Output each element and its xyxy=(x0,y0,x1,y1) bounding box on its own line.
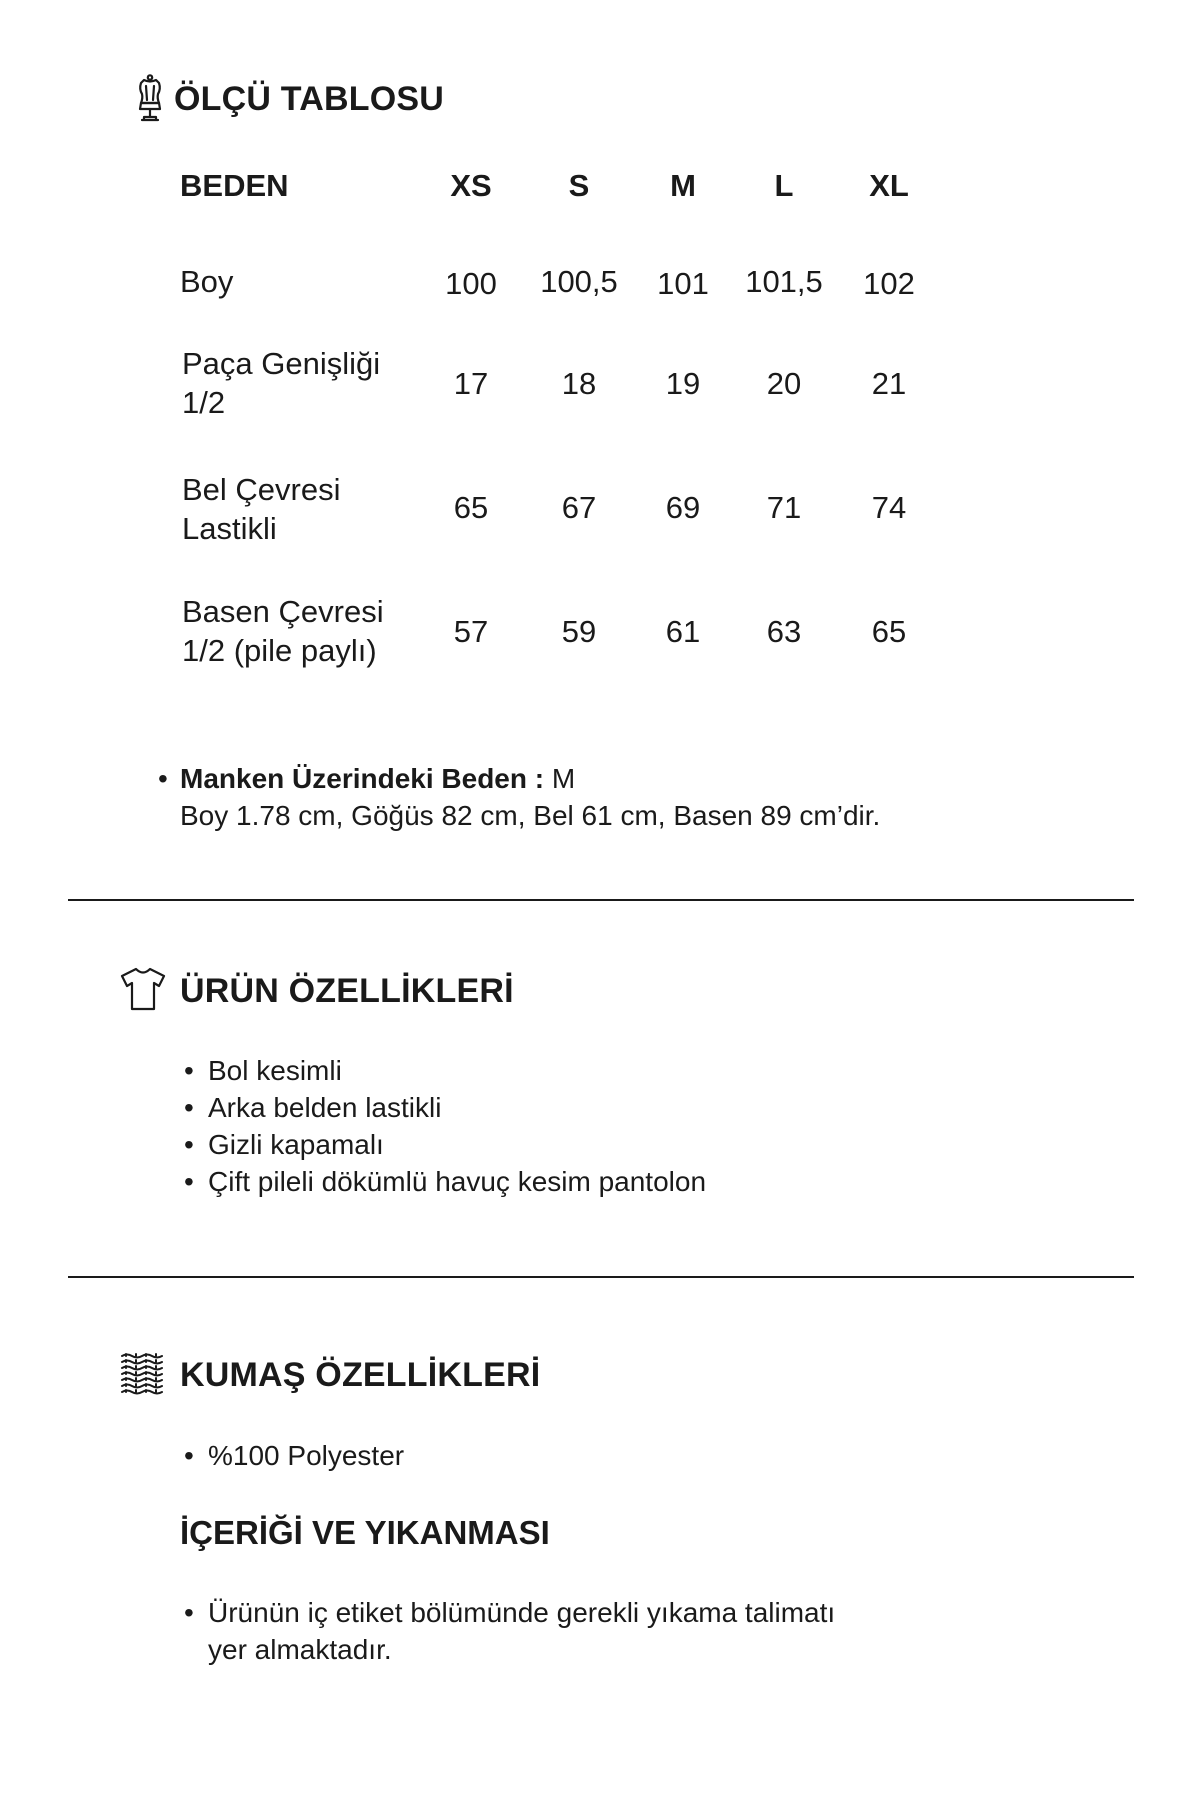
table-cell: 74 xyxy=(871,490,907,525)
table-cell: 102 xyxy=(863,266,915,301)
table-cell: 19 xyxy=(665,366,701,401)
list-item: • Çift pileli dökümlü havuç kesim pantolon xyxy=(184,1163,706,1200)
care-list xyxy=(184,1594,848,1668)
row-label-boy: Boy xyxy=(180,264,234,299)
table-cell: 101,5 xyxy=(745,264,823,299)
table-cell: 21 xyxy=(871,366,907,401)
list-item: • Ürünün iç etiket bölümünde gerekli yıkama talimatı yer almaktadır. xyxy=(184,1594,848,1668)
row-label-bel-cevresi: Bel Çevresi Lastikli xyxy=(182,472,341,546)
table-cell: 100,5 xyxy=(540,264,618,299)
list-item: • Bol kesimli xyxy=(184,1052,706,1089)
fabric-texture-icon xyxy=(120,1352,164,1396)
tshirt-icon xyxy=(120,966,166,1012)
table-cell: 65 xyxy=(453,490,489,525)
col-head-xl: XL xyxy=(869,168,909,203)
row-label-basen-cevresi: Basen Çevresi 1/2 (pile paylı) xyxy=(182,594,384,668)
table-cell: 18 xyxy=(561,366,597,401)
list-item: • Arka belden lastikli xyxy=(184,1089,706,1126)
table-cell: 65 xyxy=(871,614,907,649)
model-note xyxy=(158,760,575,797)
table-cell: 63 xyxy=(766,614,802,649)
table-cell: 20 xyxy=(766,366,802,401)
fabric-features-list xyxy=(184,1437,404,1474)
product-features-title: ÜRÜN ÖZELLİKLERİ xyxy=(180,972,514,1010)
table-cell: 101 xyxy=(657,266,709,301)
size-table-title: ÖLÇÜ TABLOSU xyxy=(174,80,444,118)
model-note-label: Manken Üzerindeki Beden : xyxy=(180,763,545,794)
table-cell: 71 xyxy=(766,490,802,525)
dress-form-icon xyxy=(132,74,168,124)
table-cell: 100 xyxy=(445,266,497,301)
product-features-list xyxy=(184,1052,706,1200)
model-measurements: Boy 1.78 cm, Göğüs 82 cm, Bel 61 cm, Basen 89 cm’dir. xyxy=(180,800,881,831)
fabric-features-title: KUMAŞ ÖZELLİKLERİ xyxy=(180,1356,541,1394)
list-item: • Gizli kapamalı xyxy=(184,1126,706,1163)
care-title: İÇERİĞİ VE YIKANMASI xyxy=(180,1514,550,1551)
table-cell: 17 xyxy=(453,366,489,401)
col-head-beden: BEDEN xyxy=(180,168,289,203)
col-head-xs: XS xyxy=(450,168,492,203)
list-item: • %100 Polyester xyxy=(184,1437,404,1474)
row-label-paca-genisligi: Paça Genişliği 1/2 xyxy=(182,346,381,420)
table-cell: 67 xyxy=(561,490,597,525)
section-divider xyxy=(68,1276,1134,1278)
table-cell: 61 xyxy=(665,614,701,649)
col-head-m: M xyxy=(670,168,696,203)
table-cell: 69 xyxy=(665,490,701,525)
model-note-value: M xyxy=(551,763,576,794)
section-divider xyxy=(68,899,1134,901)
table-cell: 59 xyxy=(561,614,597,649)
table-cell: 57 xyxy=(453,614,489,649)
col-head-s: S xyxy=(568,168,590,203)
col-head-l: L xyxy=(774,168,794,203)
bullet-glyph: • xyxy=(158,763,168,794)
